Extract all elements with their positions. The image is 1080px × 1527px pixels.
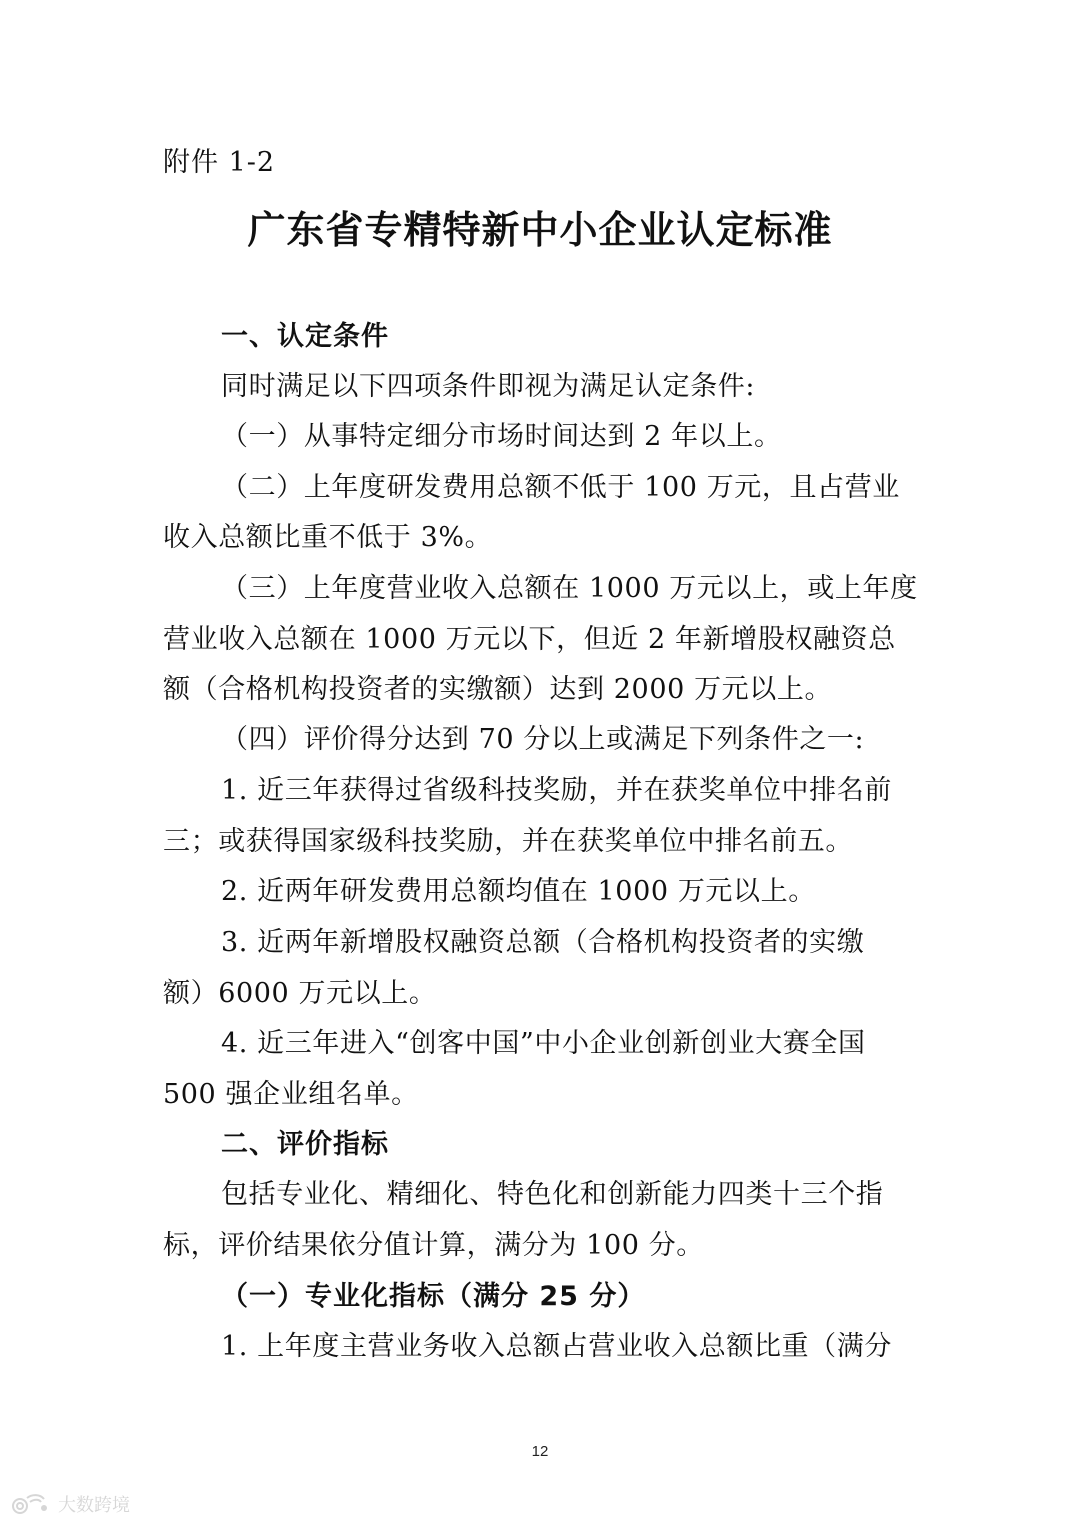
subcondition-item-1: 1. 近三年获得过省级科技奖励，并在获奖单位中排名前 [221,775,892,806]
paragraph-line: 收入总额比重不低于 3%。 [163,522,493,553]
subcondition-item-2: 2. 近两年研发费用总额均值在 1000 万元以上。 [221,876,816,907]
paragraph-line: 标，评价结果依分值计算，满分为 100 分。 [163,1230,704,1261]
paragraph-line: 三；或获得国家级科技奖励，并在获奖单位中排名前五。 [163,826,853,857]
paragraph-line: 500 强企业组名单。 [163,1079,419,1110]
page-number: 12 [531,1443,549,1460]
page-title: 广东省专精特新中小企业认定标准 [247,207,833,252]
section-heading-recognition-conditions: 一、认定条件 [221,321,389,352]
paragraph-line: 额）6000 万元以上。 [163,978,437,1009]
condition-item-2: （二）上年度研发费用总额不低于 100 万元，且占营业 [221,472,900,503]
subcondition-item-3: 3. 近两年新增股权融资总额（合格机构投资者的实缴 [221,927,865,958]
paragraph-line: 同时满足以下四项条件即视为满足认定条件: [221,371,756,402]
subsection-heading-specialization: （一）专业化指标（满分 25 分） [221,1281,646,1312]
condition-item-4: （四）评价得分达到 70 分以上或满足下列条件之一: [221,724,865,755]
indicator-item-1: 1. 上年度主营业务收入总额占营业收入总额比重（满分 [221,1331,892,1362]
section-heading-evaluation-indicators: 二、评价指标 [221,1129,389,1160]
condition-item-1: （一）从事特定细分市场时间达到 2 年以上。 [221,421,782,452]
watermark [10,1491,130,1517]
paragraph-line: 额（合格机构投资者的实缴额）达到 2000 万元以上。 [163,674,833,705]
watermark-text: 大数跨境 [58,1495,130,1516]
paragraph-line: 营业收入总额在 1000 万元以下，但近 2 年新增股权融资总 [163,624,896,655]
subcondition-item-4: 4. 近三年进入“创客中国”中小企业创新创业大赛全国 [221,1028,866,1059]
weibo-logo-icon [10,1492,52,1516]
annex-label: 附件 1-2 [163,147,276,178]
condition-item-3: （三）上年度营业收入总额在 1000 万元以上，或上年度 [221,573,918,604]
paragraph-line: 包括专业化、精细化、特色化和创新能力四类十三个指 [221,1179,884,1210]
